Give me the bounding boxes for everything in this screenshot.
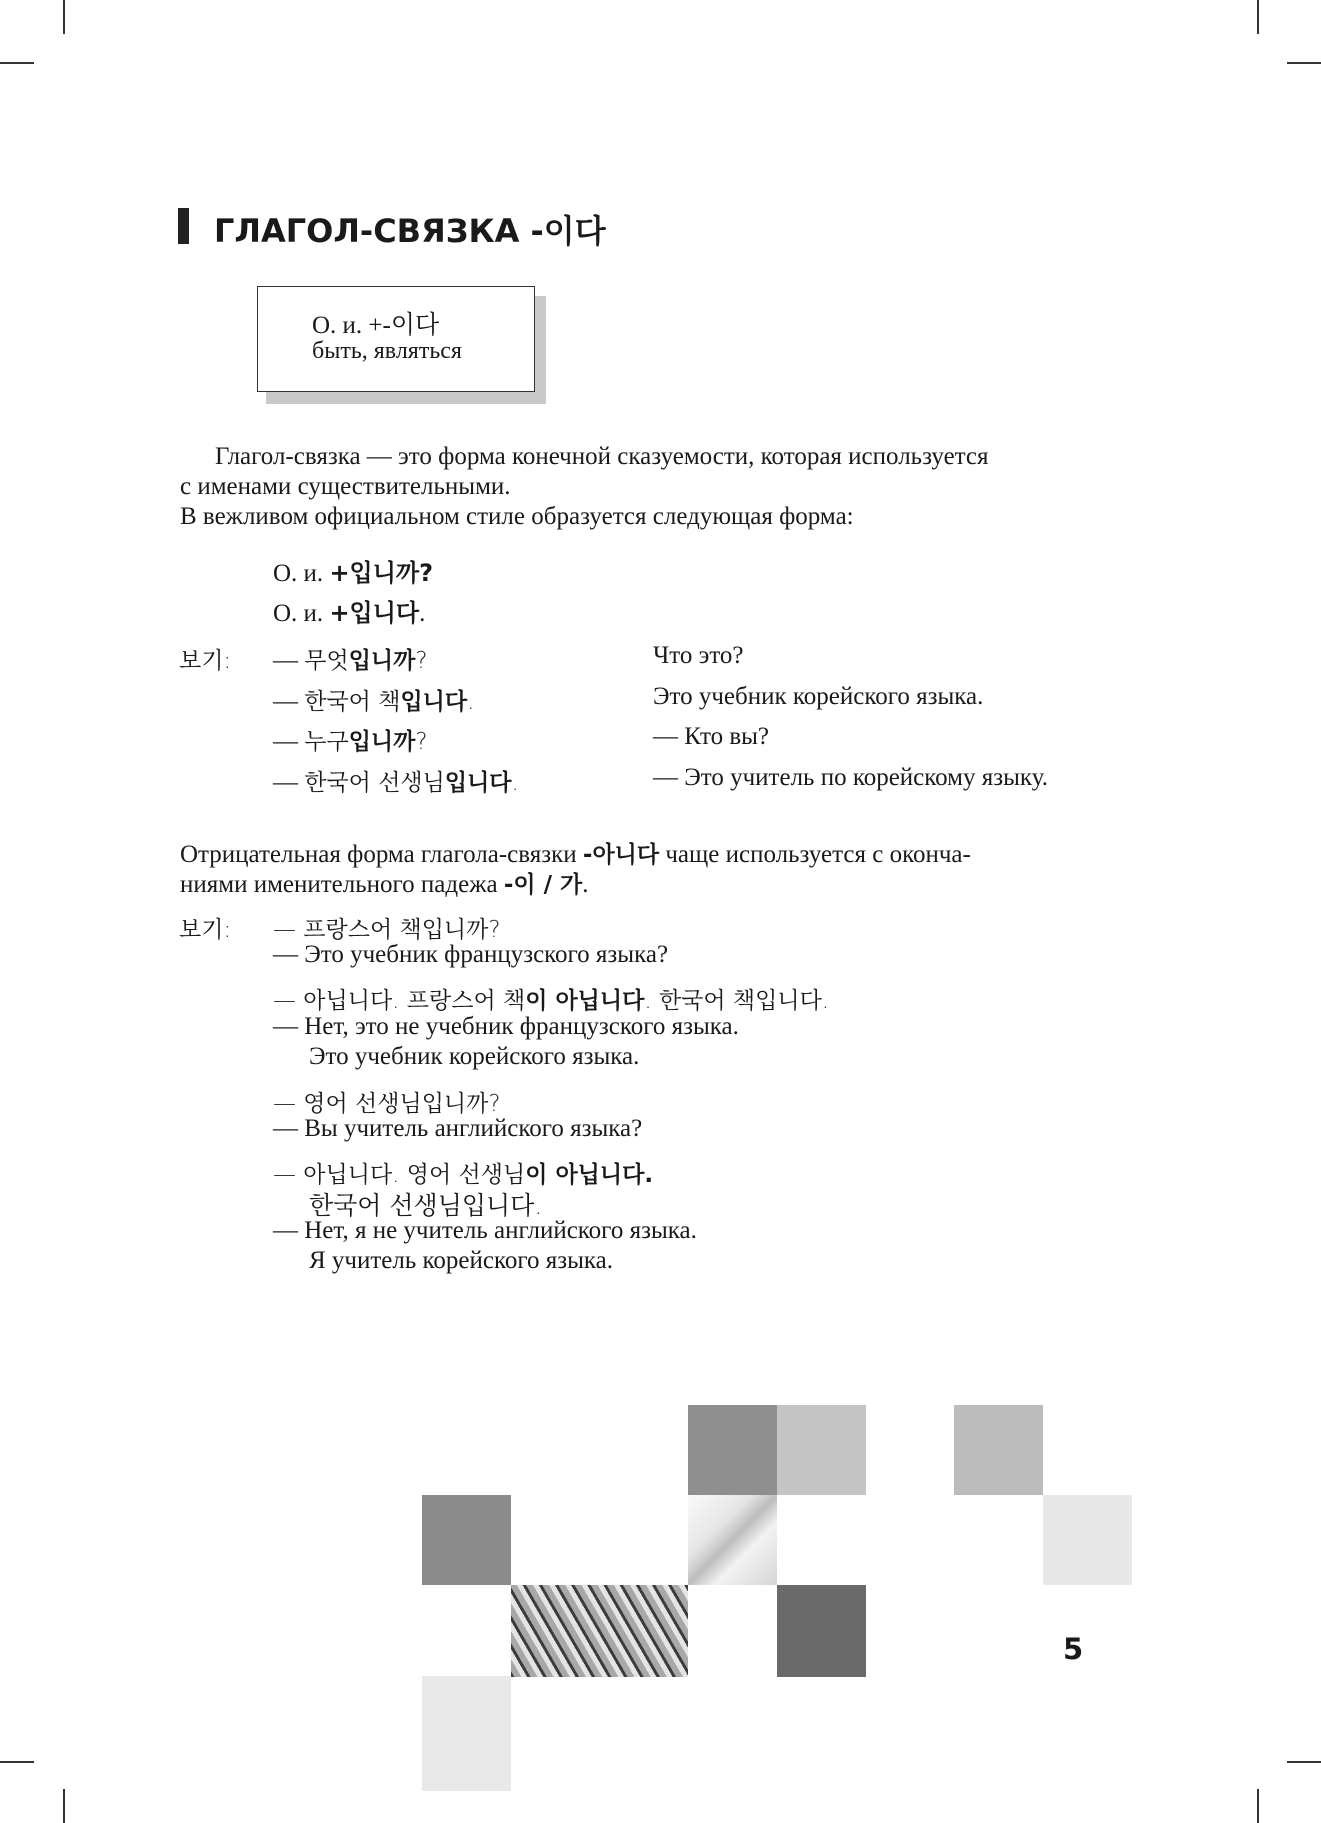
- text: .: [582, 871, 589, 898]
- example-translation: — Это учитель по корейскому языку.: [653, 764, 1048, 791]
- crop-mark: [63, 1789, 65, 1823]
- dash: —: [273, 647, 305, 674]
- dash: —: [273, 688, 305, 715]
- text: ниями именительного падежа: [180, 871, 504, 898]
- crop-mark: [0, 1761, 34, 1763]
- example-ending: 입니까: [348, 648, 416, 674]
- example-ending: 입니까: [348, 729, 416, 755]
- example-ending: 입니다: [400, 689, 468, 715]
- intro-line: В вежливом официальном стиле образуется следующая форма:: [180, 503, 854, 530]
- example-tail: ?: [415, 729, 428, 755]
- form-ending: +입니까?: [329, 559, 434, 587]
- korean-text: — 영어 선생님입니까?: [273, 1091, 501, 1117]
- bold-term: 이 아닙니다: [525, 988, 645, 1014]
- form-ending: +입니다: [329, 599, 420, 627]
- decor-square: [422, 1676, 511, 1791]
- dialog-line: Я учитель корейского языка.: [309, 1247, 614, 1274]
- crop-mark: [63, 0, 65, 34]
- korean-text: — 아닙니다. 프랑스어 책: [273, 988, 526, 1014]
- bold-term: 이 아닙니다.: [525, 1162, 654, 1188]
- negative-line: [180, 836, 971, 869]
- dash: —: [273, 728, 305, 755]
- negative-line: [180, 866, 588, 899]
- decor-square: [777, 1585, 866, 1677]
- example-label: 보기:: [179, 648, 232, 674]
- example-stem: 한국어 책: [304, 689, 401, 715]
- decor-square: [954, 1405, 1043, 1495]
- crop-mark: [1287, 1761, 1321, 1763]
- form-question: [273, 553, 433, 588]
- dialog-line: — Нет, я не учитель английского языка.: [273, 1217, 697, 1244]
- example-row: [273, 723, 428, 756]
- intro-line: с именами существительными.: [180, 473, 511, 500]
- korean-text: — 아닙니다. 영어 선생님: [273, 1162, 526, 1188]
- dialog-line: [273, 1085, 501, 1118]
- text: Отрицательная форма глагола-связки: [180, 841, 583, 868]
- korean-text: . 한국어 책입니다.: [644, 988, 830, 1014]
- form-prefix: О. и.: [273, 600, 330, 627]
- dialog-line: Это учебник корейского языка.: [309, 1043, 640, 1070]
- form-tail: .: [419, 600, 426, 627]
- decor-square: [422, 1495, 511, 1585]
- example-ending: 입니다: [444, 770, 512, 796]
- example-translation: Что это?: [653, 642, 744, 669]
- form-statement: [273, 593, 425, 628]
- page-title: ГЛАГОЛ-СВЯЗКА -이다: [214, 212, 606, 250]
- example-row: [273, 764, 519, 797]
- dialog-line: — Нет, это не учебник французского языка.: [273, 1013, 739, 1040]
- dialog-line: 한국어 선생님입니다.: [309, 1191, 543, 1220]
- example-translation: Это учебник корейского языка.: [653, 683, 984, 710]
- decor-photo-square: [688, 1495, 777, 1585]
- crop-mark: [1257, 0, 1259, 34]
- crop-mark: [0, 62, 34, 64]
- crop-mark: [1287, 62, 1321, 64]
- korean-text: — 프랑스어 책입니까?: [273, 917, 501, 943]
- example-tail: .: [467, 689, 475, 715]
- formula-meaning: быть, являться: [312, 338, 462, 364]
- example-stem: 한국어 선생님: [304, 770, 445, 796]
- bold-term: -아니다: [582, 842, 660, 868]
- decor-square: [688, 1405, 777, 1495]
- dash: —: [273, 769, 305, 796]
- page-number: 5: [1063, 1632, 1084, 1666]
- formula-box: [257, 286, 535, 392]
- dialog-line: [273, 1156, 653, 1189]
- example-tail: ?: [415, 648, 428, 674]
- dialog-line: [273, 982, 829, 1015]
- decor-square: [777, 1405, 866, 1495]
- formula-line: О. и. +-이다: [312, 312, 440, 339]
- example-row: [273, 683, 474, 716]
- text: чаще используется с оконча-: [659, 841, 971, 868]
- example-stem: 누구: [304, 729, 349, 755]
- dialog-line: — Это учебник французского языка?: [273, 941, 669, 968]
- dialog-line: [273, 911, 501, 944]
- title-marker: [178, 208, 189, 244]
- form-prefix: О. и.: [273, 560, 330, 587]
- intro-line: Глагол-связка — это форма конечной сказуемости, которая используется: [215, 443, 989, 470]
- decor-photo-square: [511, 1585, 688, 1677]
- dialog-line: — Вы учитель английского языка?: [273, 1115, 643, 1142]
- example-stem: 무엇: [304, 648, 349, 674]
- bold-term: -이 / 가: [503, 872, 583, 898]
- decor-square: [1043, 1495, 1132, 1585]
- example-row: [273, 642, 428, 675]
- example-tail: .: [511, 770, 519, 796]
- crop-mark: [1257, 1789, 1259, 1823]
- example-translation: — Кто вы?: [653, 723, 770, 750]
- example-label: 보기:: [179, 917, 232, 943]
